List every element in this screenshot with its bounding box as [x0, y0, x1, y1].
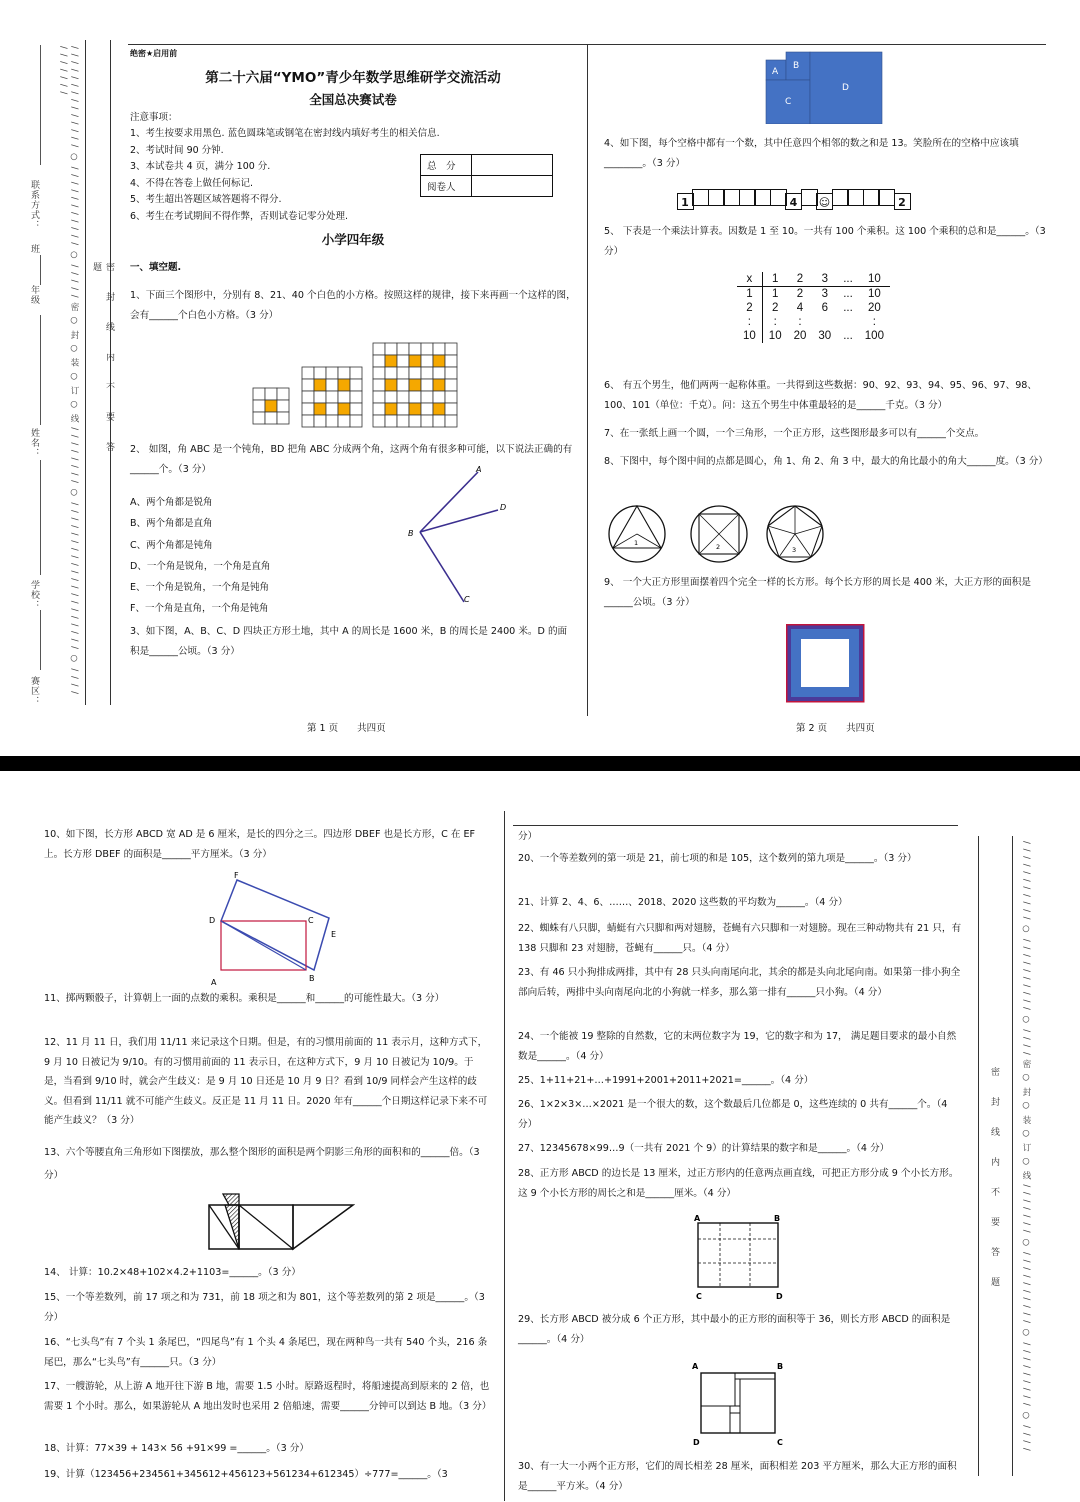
grid-cell	[409, 391, 421, 403]
q2-option: C、两个角都是钝角	[130, 539, 213, 551]
q9-square-figure	[786, 624, 866, 704]
grid-cell	[350, 415, 362, 427]
seal-line-right: / / / / / / / / / / / ○ / / / / / / / / / / ○ / / / / 密 ○ 封 ○ 装 ○ 订 ○ 线 / / / / / / / ○ / / / / / / / / / / ○ / / / / / / / / / ○ / / / /	[1021, 841, 1031, 1452]
mult-cell: 20	[867, 302, 881, 314]
strip-cell[interactable]	[754, 189, 771, 206]
square-label: B	[793, 61, 800, 71]
question-10: 10、如下图，长方形 ABCD 宽 AD 是 6 厘米，是长的四分之三。四边形 DBEF 也是长方形，C 在 EF 上。长方形 DBEF 的面积是______平方厘米。（3 分）	[44, 829, 476, 860]
notice-item: 1、考生按要求用黑色. 蓝色圆珠笔或钢笔在密封线内填好考生的相关信息.	[130, 128, 440, 139]
mult-cell: 100	[864, 330, 884, 342]
grid-cell	[445, 355, 457, 367]
grid-cell	[265, 400, 277, 412]
grid-cell	[338, 379, 350, 391]
question-28: 28、正方形 ABCD 的边长是 13 厘米，过正方形内的任意两点画直线，可把正方形分成 9 个小长方形。这 9 个小长方形的周长之和是______厘米。（4 分）	[518, 1168, 959, 1199]
corner-label: C	[696, 1292, 702, 1301]
grid-cell	[421, 367, 433, 379]
q3-squares-figure	[764, 50, 886, 124]
angle-label: C	[464, 595, 470, 604]
grid-cell	[373, 355, 385, 367]
field-class: 班	[29, 244, 39, 254]
grid-cell	[385, 403, 397, 415]
strip-cell[interactable]	[739, 189, 756, 206]
mult-cell: :	[773, 316, 777, 328]
grid-cell	[338, 415, 350, 427]
angle-label: A	[476, 465, 482, 474]
no-answer-notice-right: 密 封 线 内 不 要 答 题	[989, 1067, 999, 1292]
field-region: 赛区：	[29, 676, 39, 706]
question-25: 25、1+11+21+…+1991+2001+2011+2021=______。（4 分）	[518, 1075, 814, 1086]
grid-cell	[373, 403, 385, 415]
strip-cell[interactable]	[847, 189, 864, 206]
strip-cell[interactable]: 2	[894, 193, 911, 210]
mult-header: ...	[843, 273, 853, 285]
grid-cell	[277, 400, 289, 412]
grid-cell	[373, 379, 385, 391]
question-2: 2、 如图，角 ABC 是一个钝角，BD 把角 ABC 分成两个角，这两个角有很多种可能，以下说法正确的有______个。（3 分）	[130, 444, 573, 475]
grid-cell	[373, 343, 385, 355]
smiley-icon[interactable]: ☺	[816, 193, 833, 210]
question-14: 14、 计算：10.2×48+102×4.2+1103=______。（3 分）	[44, 1267, 301, 1278]
strip-cell[interactable]	[878, 189, 895, 206]
grid-cell	[373, 391, 385, 403]
grid-cell	[385, 379, 397, 391]
mult-cell: 10	[768, 330, 782, 342]
question-30: 30、有一大一小两个正方形，它们的周长相差 28 厘米，面积相差 203 平方厘米，那么大正方形的面积是______平方米。（4 分）	[518, 1461, 957, 1492]
q4-number-strip	[678, 189, 911, 210]
circle-figures	[606, 503, 826, 567]
q2-option: E、一个角是锐角，一个角是钝角	[130, 582, 270, 594]
corner-label: C	[777, 1438, 783, 1447]
angle-figure	[400, 460, 520, 610]
grid-cell	[445, 379, 457, 391]
grid-cell	[314, 367, 326, 379]
strip-cell[interactable]: 4	[785, 193, 802, 210]
grid-cell	[433, 415, 445, 427]
page-divider	[504, 811, 505, 1501]
grid-cell	[385, 355, 397, 367]
corner-label: A	[694, 1214, 701, 1223]
grader-field[interactable]	[472, 176, 553, 197]
rect-label: C	[308, 916, 314, 925]
square-label: C	[785, 97, 792, 107]
grid-cell	[253, 412, 265, 424]
grader-label: 阅卷人	[421, 176, 472, 197]
question-8: 8、下图中，每个图中间的点都是圆心，角 1、角 2、角 3 中，最大的角比最小的角大______度。（3 分）	[604, 456, 1048, 467]
grid-cell	[421, 379, 433, 391]
grid-cell	[433, 367, 445, 379]
grid-cell	[397, 415, 409, 427]
grid-cell	[265, 388, 277, 400]
grid-cell	[350, 391, 362, 403]
mult-cell: ...	[843, 302, 853, 314]
notice-title: 注意事项：	[130, 112, 178, 123]
grid-cell	[314, 391, 326, 403]
mult-cell: 2	[796, 288, 804, 300]
q1-grid-figures	[250, 340, 465, 430]
exam-title: 第二十六届“YMO”青少年数学思维研学交流活动	[205, 70, 501, 86]
angle-label: D	[500, 503, 507, 512]
question-29: 29、长方形 ABCD 被分成 6 个正方形，其中最小的正方形的面积等于 36，则长方形 ABCD 的面积是______。（4 分）	[518, 1314, 951, 1345]
multiplication-table	[737, 272, 890, 343]
grid-cell	[314, 379, 326, 391]
circle-label: 3	[792, 546, 797, 554]
grid-cell	[326, 379, 338, 391]
q29-squares-figure	[688, 1359, 788, 1449]
grid-cell	[265, 412, 277, 424]
rect-label: D	[209, 916, 216, 925]
mult-header: 10	[867, 273, 881, 285]
grid-cell	[421, 415, 433, 427]
grid-cell	[397, 367, 409, 379]
grid-cell	[373, 367, 385, 379]
notice-item: 2、考试时间 90 分钟.	[130, 144, 224, 156]
grid-cell	[409, 355, 421, 367]
grid-cell	[397, 343, 409, 355]
rect-label: B	[309, 974, 315, 983]
question-18: 18、计算：77×39 + 143× 56 +91×99 =______。（3 分）	[44, 1443, 309, 1454]
grid-cell	[338, 403, 350, 415]
question-16: 16、“七头鸟”有 7 个头 1 条尾巴，“四尾鸟”有 1 个头 4 条尾巴，现在两种鸟一共有 540 个头，216 条尾巴，那么“七头鸟”有______只。（3 分）	[44, 1337, 488, 1368]
grid-cell	[421, 355, 433, 367]
grid-cell	[326, 391, 338, 403]
corner-label: D	[693, 1438, 700, 1447]
score-label: 总 分	[421, 155, 472, 176]
field-grade: 年级	[29, 285, 39, 305]
question-5: 5、 下表是一个乘法计算表。因数是 1 至 10。一共有 100 个乘积。这 100 个乘积的总和是______。（3 分）	[604, 226, 1046, 257]
grid-cell	[302, 391, 314, 403]
question-19-continued: 分）	[518, 831, 538, 842]
q2-option: D、一个角是锐角，一个角是直角	[130, 560, 271, 572]
page-divider	[587, 44, 588, 716]
grid-cell	[350, 367, 362, 379]
grid-cell	[409, 367, 421, 379]
strip-cell[interactable]	[692, 189, 709, 206]
question-9: 9、 一个大正方形里面摆着四个完全一样的长方形。每个长方形的周长是 400 米，大正方形的面积是______公顷。（3 分）	[604, 577, 1031, 608]
question-1: 1、下面三个图形中，分别有 8、21、40 个白色的小方格。按照这样的规律，接下来再画一个这样的图，会有______个白色小方格。（3 分）	[130, 290, 576, 321]
field-school: 学校：	[29, 580, 39, 610]
q2-option: B、两个角都是直角	[130, 518, 213, 530]
grid-cell	[350, 379, 362, 391]
mult-cell: 6	[821, 302, 828, 314]
mult-cell: ...	[843, 330, 853, 342]
mult-cell: 1	[737, 287, 762, 302]
grid-cell	[433, 379, 445, 391]
question-19: 19、计算（123456+234561+345612+456123+561234+612345）÷777=______。（3	[44, 1469, 448, 1480]
q2-option: F、一个角是直角，一个角是钝角	[130, 603, 269, 615]
grid-cell	[409, 415, 421, 427]
grid-cell	[326, 415, 338, 427]
corner-label: A	[692, 1362, 699, 1371]
question-17: 17、一艘游轮，从上游 A 地开往下游 B 地，需要 1.5 小时。原路返程时，将船速提高到原来的 2 倍，也需要 1 个小时。那么，如果游轮从 A 地出发时也采用 2 倍船速，需要______分钟可以到达 B 地。（3 分）	[44, 1381, 492, 1412]
mult-cell	[837, 315, 859, 329]
seal-line: / / / / / / / / / / / / / / ○ / / / / / / / / / / / ○ / / / / / 密 ○ 封 ○ 装 ○ 订 ○ 线 / / / / / / / / ○ / / / / / / / / / / / / / / / / / / / / ○ / / / / / / / / / / /	[58, 46, 79, 695]
grid-cell	[445, 391, 457, 403]
mult-cell: ...	[843, 288, 853, 300]
grid-cell	[302, 367, 314, 379]
question-21: 21、计算 2、4、6、……、2018、2020 这些数的平均数为______。（4 分）	[518, 897, 848, 908]
grid-cell	[385, 415, 397, 427]
question-24: 24、一个能被 19 整除的自然数，它的末两位数字为 19，它的数字和为 17， 满足题目要求的最小自然数是______。（4 分）	[518, 1031, 957, 1062]
mult-cell	[812, 315, 837, 329]
bottom-sheet	[0, 771, 1080, 1502]
page-footer-2: 第 2 页 共四页	[796, 723, 875, 734]
grid-cell	[445, 403, 457, 415]
strip-cell[interactable]	[770, 189, 787, 206]
rect-label: E	[331, 930, 337, 939]
rect-label: F	[234, 871, 239, 880]
strip-cell[interactable]	[708, 189, 725, 206]
strip-cell[interactable]: 1	[677, 193, 694, 210]
q28-square-figure	[690, 1213, 790, 1303]
grid-cell	[397, 391, 409, 403]
grid-cell	[338, 391, 350, 403]
circle-label: 2	[716, 543, 721, 551]
q13-triangles-figure	[205, 1191, 355, 1253]
grid-cell	[397, 355, 409, 367]
grid-cell	[314, 415, 326, 427]
corner-label: B	[777, 1362, 784, 1371]
grid-cell	[253, 400, 265, 412]
grid-cell	[433, 355, 445, 367]
grid-cell	[326, 367, 338, 379]
grid-cell	[302, 403, 314, 415]
mult-header: 1	[771, 273, 779, 285]
grid-cell	[445, 343, 457, 355]
grid-cell	[253, 388, 265, 400]
secret-mark: 绝密★启用前	[130, 49, 178, 58]
grid-cell	[445, 367, 457, 379]
mult-cell: 1	[771, 288, 779, 300]
page-gap	[0, 756, 1080, 771]
grid-cell	[385, 343, 397, 355]
grid-cell	[421, 391, 433, 403]
notice-item: 5、考生超出答题区域答题将不得分.	[130, 194, 282, 205]
mult-cell: 4	[796, 302, 804, 314]
grid-cell	[302, 415, 314, 427]
square-label: A	[772, 67, 779, 77]
page-footer-1: 第 1 页 共四页	[307, 723, 386, 734]
question-4: 4、如下图，每个空格中都有一个数，其中任意四个相邻的数之和是 13。笑脸所在的空格中应该填________。（3 分）	[604, 138, 1019, 169]
grade-title: 小学四年级	[321, 232, 385, 247]
grid-cell	[397, 403, 409, 415]
mult-cell: 3	[821, 288, 828, 300]
mult-cell: 10	[867, 288, 881, 300]
strip-cell[interactable]	[723, 189, 740, 206]
score-field[interactable]	[472, 155, 553, 176]
corner-label: B	[774, 1214, 781, 1223]
question-20: 20、一个等差数列的第一项是 21，前七项的和是 105，这个数列的第九项是______。（3 分）	[518, 853, 917, 864]
mult-cell: :	[872, 316, 876, 328]
strip-cell[interactable]	[832, 189, 849, 206]
mult-cell: 2	[737, 301, 762, 315]
question-22: 22、蜘蛛有八只脚，蜻蜓有六只脚和两对翅膀，苍蝇有六只脚和一对翅膀。现在三种动物共有 21 只，有 138 只脚和 23 对翅膀，苍蝇有______只。（4 分）	[518, 923, 962, 954]
q2-option: A、两个角都是锐角	[130, 497, 213, 508]
grid-cell	[373, 415, 385, 427]
q10-rectangle-figure	[205, 871, 345, 991]
grid-cell	[385, 367, 397, 379]
score-table	[420, 154, 553, 197]
question-27: 27、12345678×99…9（一共有 2021 个 9）的计算结果的数字和是______。（4 分）	[518, 1143, 890, 1154]
grid-cell	[433, 343, 445, 355]
question-6: 6、 有五个男生，他们两两一起称体重。一共得到这些数据：90、92、93、94、95、96、97、98、100、101（单位：千克）。问：这五个男生中体重最轻的是______千克。（3 分）	[604, 380, 1038, 411]
mult-cell: 20	[793, 330, 807, 342]
question-23: 23、有 46 只小狗排成两排，其中有 28 只头向南尾向北，其余的都是头向北尾向南。如果第一排小狗全部向后转，两排中头向南尾向北的小狗就一样多，那么第一排有______只小狗。（4 分）	[518, 967, 961, 998]
q2-options	[130, 492, 390, 620]
notice-item: 6、考生在考试期间不得作弊，否则试卷记零分处理.	[130, 210, 349, 222]
grid-cell	[397, 379, 409, 391]
grid-cell	[326, 403, 338, 415]
strip-cell[interactable]	[801, 189, 818, 206]
grid-cell	[421, 403, 433, 415]
notice-item: 3、本试卷共 4 页，满分 100 分.	[130, 161, 271, 172]
question-11: 11、掷两颗骰子，计算朝上一面的点数的乘积。乘积是______和______的可能性最大。（3 分）	[44, 993, 445, 1004]
mult-header: x	[737, 272, 762, 287]
section-title: 一、填空题.	[130, 262, 182, 273]
mult-cell: :	[737, 315, 762, 329]
field-contact: 联系方式：	[29, 180, 39, 230]
question-13: 13、六个等腰直角三角形如下图摆放，那么整个图形的面积是两个阴影三角形的面积和的______倍。（3 分）	[44, 1147, 480, 1181]
mult-cell: 10	[737, 329, 762, 343]
strip-cell[interactable]	[863, 189, 880, 206]
no-answer-notice: 密 封 线 内 不 要 答 题	[91, 262, 114, 472]
question-3: 3、如下图，A、B、C、D 四块正方形土地，其中 A 的周长是 1600 米，B 的周长是 2400 米。D 的面积是______公顷。（3 分）	[130, 626, 568, 657]
grid-cell	[409, 343, 421, 355]
mult-header: 2	[796, 273, 804, 285]
grid-cell	[302, 379, 314, 391]
grid-cell	[277, 412, 289, 424]
grid-cell	[421, 343, 433, 355]
grid-cell	[314, 403, 326, 415]
grid-cell	[433, 403, 445, 415]
grid-cell	[338, 367, 350, 379]
circle-label: 1	[634, 539, 639, 547]
corner-label: D	[776, 1292, 783, 1301]
square-label: D	[842, 83, 849, 93]
exam-subtitle: 全国总决赛试卷	[309, 92, 397, 107]
notice-item: 4、不得在答卷上做任何标记.	[130, 177, 254, 189]
question-15: 15、一个等差数列，前 17 项之和为 731，前 18 项之和为 801，这个等差数列的第 2 项是______。（3 分）	[44, 1292, 485, 1323]
mult-cell: 30	[818, 330, 832, 342]
grid-cell	[445, 415, 457, 427]
mult-header: 3	[821, 273, 828, 285]
grid-cell	[433, 391, 445, 403]
question-26: 26、1×2×3×…×2021 是一个很大的数，这个数最后几位都是 0，这些连续的 0 共有______个。（4 分）	[518, 1099, 948, 1130]
mult-cell: 2	[771, 302, 779, 314]
question-7: 7、在一张纸上画一个圆，一个三角形，一个正方形，这些图形最多可以有______个交点。	[604, 428, 985, 439]
question-12: 12、11 月 11 日，我们用 11/11 来记录这个日期。但是，有的习惯用前面的 11 表示月，这种方式下，9 月 10 日被记为 9/10。有的习惯用前面的 11 表示日，在这种方式下，9 月 10 日被记为 10/9。于是，当看到 9/10 时，就会产生歧义：是 9 月 10 日还是 10 月 9 日？看到 10/9 同样会产生这样的歧义。但看到 11/11 就不可能产生歧义。反正是 11 月 11 日。2020 年有______个日期这样记录下来不可能产生歧义？（3 分）	[44, 1037, 488, 1127]
grid-cell	[350, 403, 362, 415]
grid-cell	[277, 388, 289, 400]
rect-label: A	[211, 978, 217, 987]
mult-cell: :	[798, 316, 802, 328]
grid-cell	[409, 403, 421, 415]
angle-label: B	[408, 529, 414, 538]
grid-cell	[409, 379, 421, 391]
grid-cell	[385, 391, 397, 403]
field-name: 姓名：	[29, 428, 39, 458]
